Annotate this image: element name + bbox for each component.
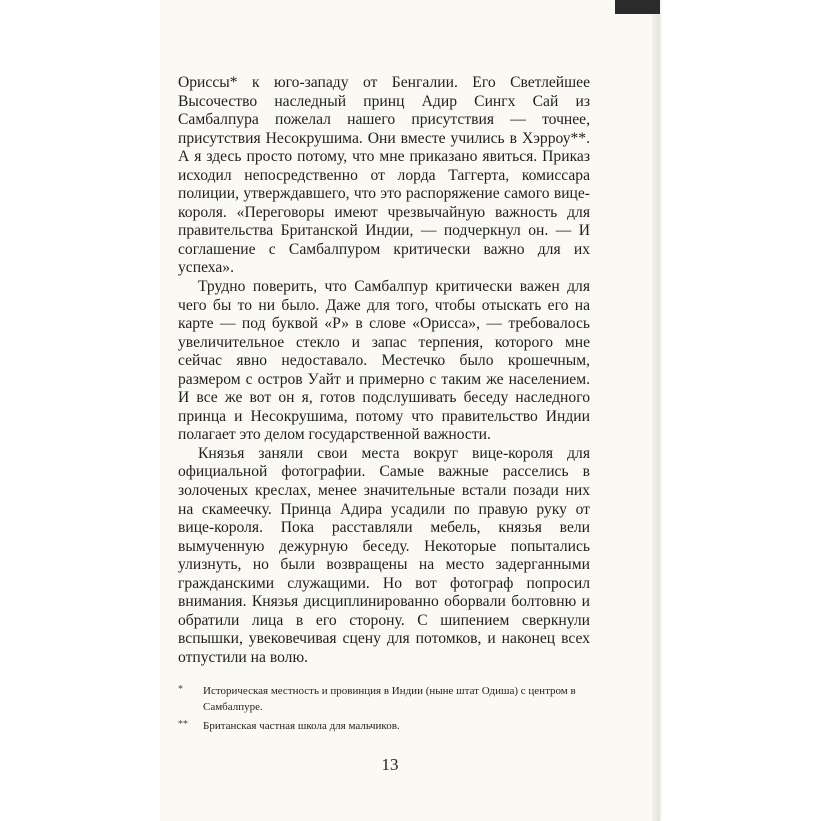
body-text [178,74,590,668]
footnote-mark-1: * [178,684,183,695]
dark-corner-edge [615,0,660,14]
footnote-text-1: Историческая местность и провинция в Индии (ныне штат Одиша) с центром в Самбалпуре. [203,685,576,713]
footnote-1 [178,683,590,715]
paragraph-3: Князья заняли свои места вокруг вице-короля для официальной фотографии. Самые важные расселись в золоченых креслах, менее значительные встали позади них на скамеечку. Принца Адира усадили по правую руку от вице-короля. Пока расставляли мебель, князья вели вымученную дежурную беседу. Некоторые попытались улизнуть, но были возвращены на место задерганными гражданскими служащими. Но вот фотограф попросил внимания. Князья дисциплинированно оборвали болтовню и обратили лица в его сторону. С шипением сверкнули вспышки, увековечивая сцену для потомков, и наконец всех отпустили на волю. [178,444,590,666]
page-edge-shadow [652,14,660,821]
footnote-mark-2: ** [178,719,188,730]
footnote-text-2: Британская частная школа для мальчиков. [203,720,400,732]
footnote-2 [178,718,590,734]
paragraph-2: Трудно поверить, что Самбалпур критически важен для чего бы то ни было. Даже для того, чтобы отыскать его на карте — под буквой «Р» в слове «Орисса», — требовалось увеличительное стекло и запас терпения, которого мне сейчас явно недоставало. Местечко было крошечным, размером с остров Уайт и примерно с таким же населением. И все же вот он я, готов подслушивать беседу наследного принца и Несокрушима, потому что правительство Индии полагает это делом государственной важности. [178,278,590,444]
page-number: 13 [381,755,399,774]
paragraph-1: Ориссы* к юго-западу от Бенгалии. Его Светлейшее Высочество наследный принц Адир Сингх Сай из Самбалпура пожелал нашего присутствия — точнее, присутствия Несокрушима. Они вместе учились в Хэрроу**. А я здесь просто потому, что мне приказано явиться. Приказ исходил непосредственно от лорда Таггерта, комиссара полиции, утверждавшего, что это распоряжение самого вице-короля. «Переговоры имеют чрезвычайную важность для правительства Британской Индии, — подчеркнул он. — И соглашение с Самбалпуром критически важно для их успеха». [178,74,590,277]
footnotes [178,683,590,737]
